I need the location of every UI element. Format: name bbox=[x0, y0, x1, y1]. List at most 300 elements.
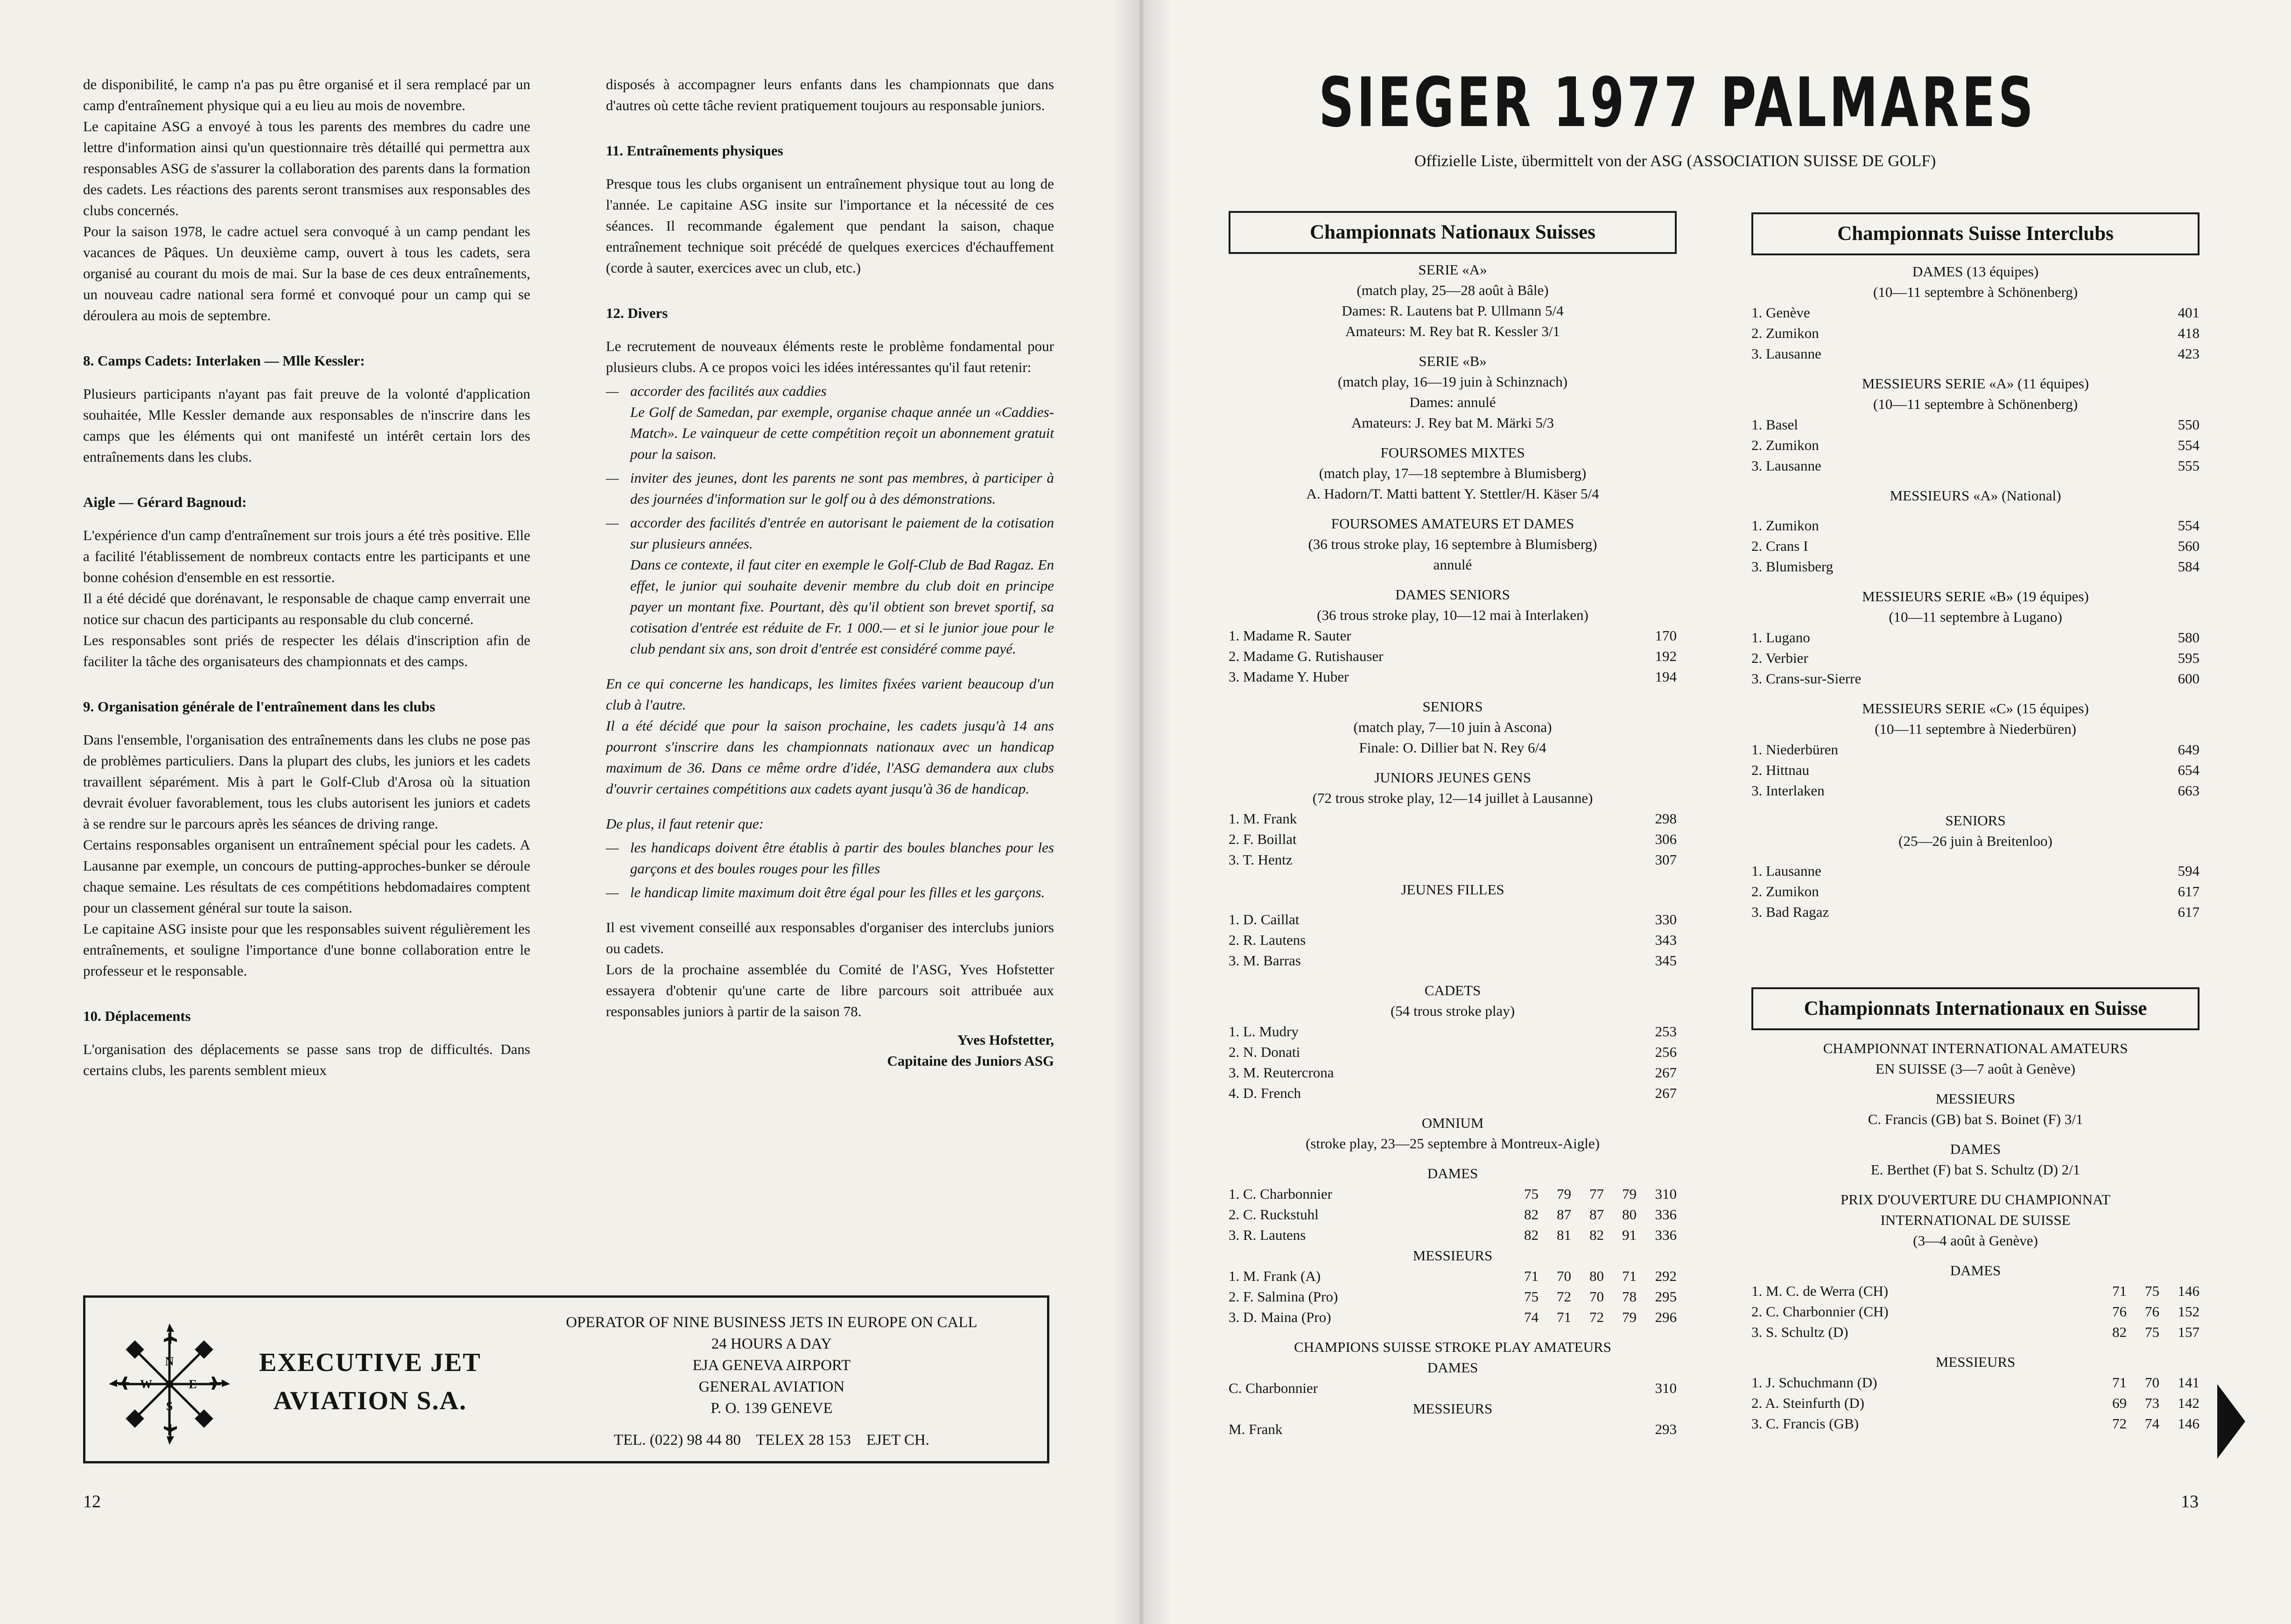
result-heading: MESSIEURS «A» (National) bbox=[1890, 487, 2061, 504]
section-title: Championnats Nationaux Suisses bbox=[1310, 221, 1595, 243]
result-row bbox=[1229, 808, 1677, 829]
result-row bbox=[1229, 1021, 1677, 1042]
result-row bbox=[1751, 760, 2200, 780]
competitor-name: 3. Lausanne bbox=[1751, 345, 1821, 362]
round-score: 72 bbox=[1589, 1309, 1604, 1325]
competitor-name: 1. Basel bbox=[1751, 416, 1798, 433]
bullet-text: les handicaps doivent être établis à partir des boules blanches pour les garçons et des boules rouges pour les filles bbox=[630, 839, 1054, 877]
competitor-name: 2. Hittnau bbox=[1751, 762, 1809, 778]
bullet-dash: — bbox=[606, 884, 619, 900]
round-score: 79 bbox=[1622, 1309, 1637, 1325]
result-heading: SERIE «A» bbox=[1418, 261, 1487, 278]
competitor-name: 2. C. Charbonnier (CH) bbox=[1751, 1303, 1889, 1320]
spacer bbox=[1751, 851, 2200, 861]
section-heading: 12. Divers bbox=[606, 305, 668, 321]
section-box-interclubs bbox=[1751, 212, 2200, 255]
left-column bbox=[83, 74, 530, 1081]
competitor-name: 1. J. Schuchmann (D) bbox=[1751, 1374, 1877, 1391]
bullet-dash: — bbox=[606, 514, 619, 531]
result-row bbox=[1229, 1307, 1677, 1328]
total-score: 146 bbox=[2178, 1283, 2200, 1299]
signature: Capitaine des Juniors ASG bbox=[887, 1053, 1054, 1069]
result-heading: MESSIEURS SERIE «A» (11 équipes) bbox=[1862, 375, 2089, 392]
bullet-text: inviter des jeunes, dont les parents ne sont pas membres, à participer à des journées d'information sur le golf ou à des démonstrations. bbox=[630, 470, 1054, 507]
section-title: Championnats Suisse Interclubs bbox=[1837, 223, 2114, 245]
competitor-name: 2. A. Steinfurth (D) bbox=[1751, 1395, 1864, 1411]
section-box-nationaux bbox=[1229, 211, 1677, 254]
bullet-dash: — bbox=[606, 839, 619, 856]
competitor-name: 3. R. Lautens bbox=[1229, 1227, 1306, 1243]
result-heading: JUNIORS JEUNES GENS bbox=[1374, 769, 1531, 786]
competitor-name: 2. Zumikon bbox=[1751, 325, 1819, 341]
result-row bbox=[1751, 739, 2200, 760]
spacer bbox=[1229, 1328, 1677, 1337]
spacer bbox=[1751, 1079, 2200, 1089]
result-row bbox=[1751, 1393, 2200, 1413]
paragraph: L'expérience d'un camp d'entraînement sur trois jours a été très positive. Elle a facilité l'établissement de nombreux contacts entre les participants et une bonne cohésion d'ensemble en est ressortie. bbox=[83, 527, 530, 585]
round-score: 87 bbox=[1589, 1206, 1604, 1223]
paragraph: Presque tous les clubs organisent un entraînement physique tout au long de l'année. Le capitaine ASG insite sur l'importance et la nécessité de ces séances. Il recommande également que pendant la saison, chaque entraînement technique soit précédé de quelques exercices d'échauffement (corde à sauter, exercices avec un club, etc.) bbox=[606, 176, 1054, 276]
round-score: 71 bbox=[2112, 1374, 2127, 1391]
right-page bbox=[1139, 0, 2291, 1624]
round-score: 79 bbox=[1557, 1186, 1571, 1202]
result-heading: DAMES bbox=[1427, 1359, 1478, 1376]
right-column bbox=[606, 74, 1054, 1071]
round-score: 74 bbox=[2145, 1415, 2159, 1432]
paragraph: de disponibilité, le camp n'a pas pu être organisé et il sera remplacé par un camp d'entraînement physique qui a eu lieu au mois de novembre. bbox=[83, 76, 530, 113]
spacer bbox=[1229, 1154, 1677, 1163]
round-score: 76 bbox=[2112, 1303, 2127, 1320]
result-row bbox=[1229, 950, 1677, 971]
round-score: 75 bbox=[1524, 1186, 1539, 1202]
competitor-name: 3. Blumisberg bbox=[1751, 558, 1834, 575]
paragraph: Le recrutement de nouveaux éléments reste le problème fondamental pour plusieurs clubs. A ce propos voici les idées intéressantes qu'il faut retenir: bbox=[606, 338, 1054, 375]
total-score: 560 bbox=[2178, 538, 2200, 554]
italic-paragraph: En ce qui concerne les handicaps, les limites fixées varient beaucoup d'un club à l'autre. bbox=[606, 675, 1054, 713]
result-heading: DAMES bbox=[1950, 1262, 2001, 1279]
page-subtitle: Offizielle Liste, übermittelt von der ASG (ASSOCIATION SUISSE DE GOLF) bbox=[1414, 152, 1936, 170]
result-row bbox=[1229, 1287, 1677, 1307]
next-page-arrow-icon bbox=[2217, 1384, 2245, 1459]
bullet-dash: — bbox=[606, 470, 619, 486]
round-score: 80 bbox=[1622, 1206, 1637, 1223]
paragraph: Il a été décidé que dorénavant, le responsable de chaque camp enverrait une notice sur chacun des participants au responsable du club concerné. bbox=[83, 590, 530, 627]
competitor-name: 2. F. Salmina (Pro) bbox=[1229, 1288, 1338, 1305]
result-heading: (36 trous stroke play, 16 septembre à Blumisberg) bbox=[1308, 536, 1597, 552]
section-title: Championnats Internationaux en Suisse bbox=[1804, 998, 2147, 1019]
spacer bbox=[1751, 1130, 2200, 1139]
ad-company-line1: EXECUTIVE JET bbox=[259, 1348, 481, 1377]
round-score: 82 bbox=[1589, 1227, 1604, 1243]
round-score: 81 bbox=[1557, 1227, 1571, 1243]
result-row bbox=[1751, 861, 2200, 881]
total-score: 142 bbox=[2178, 1395, 2200, 1411]
ad-telephone: TEL. (022) 98 44 80 TELEX 28 153 EJET CH. bbox=[613, 1432, 930, 1448]
competitor-name: 2. N. Donati bbox=[1229, 1044, 1300, 1060]
result-row bbox=[1229, 1062, 1677, 1083]
total-score: 554 bbox=[2178, 437, 2200, 453]
result-heading: EN SUISSE (3—7 août à Genève) bbox=[1876, 1061, 2075, 1077]
spacer bbox=[1751, 476, 2200, 485]
competitor-name: 2. C. Ruckstuhl bbox=[1229, 1206, 1319, 1223]
round-score: 79 bbox=[1622, 1186, 1637, 1202]
result-row bbox=[1751, 627, 2200, 648]
round-score: 70 bbox=[2145, 1374, 2159, 1391]
result-row bbox=[1751, 515, 2200, 536]
round-score: 75 bbox=[2145, 1283, 2159, 1299]
logo-letter-n: N bbox=[165, 1355, 174, 1368]
competitor-name: 1. Lugano bbox=[1751, 629, 1810, 646]
result-row bbox=[1751, 1281, 2200, 1301]
result-row bbox=[1229, 1184, 1677, 1204]
result-row bbox=[1229, 1266, 1677, 1287]
result-heading: MESSIEURS SERIE «C» (15 équipes) bbox=[1862, 700, 2089, 717]
section-box-internationaux bbox=[1751, 987, 2200, 1030]
compass-jets-logo bbox=[99, 1319, 239, 1449]
competitor-name: 3. T. Hentz bbox=[1229, 851, 1293, 868]
result-heading: FOURSOMES AMATEURS ET DAMES bbox=[1331, 515, 1574, 532]
total-score: 298 bbox=[1655, 810, 1677, 827]
spacer bbox=[1229, 900, 1677, 909]
competitor-name: C. Charbonnier bbox=[1229, 1380, 1318, 1396]
logo-letter-w: W bbox=[140, 1378, 152, 1391]
total-score: 336 bbox=[1655, 1227, 1677, 1243]
bullet-dash: — bbox=[606, 383, 619, 399]
round-score: 70 bbox=[1557, 1268, 1571, 1284]
result-heading: (3—4 août à Genève) bbox=[1913, 1232, 2038, 1249]
result-row bbox=[1751, 302, 2200, 323]
spacer bbox=[1229, 758, 1677, 767]
round-score: 75 bbox=[2145, 1324, 2159, 1340]
result-row bbox=[1751, 536, 2200, 556]
result-row bbox=[1751, 415, 2200, 435]
result-row bbox=[1229, 829, 1677, 850]
paragraph: Les responsables sont priés de respecter les délais d'inscription afin de faciliter la tâche des organisateurs des championnats et des camps. bbox=[83, 632, 530, 669]
total-score: 554 bbox=[2178, 517, 2200, 534]
paragraph: disposés à accompagner leurs enfants dans les championnats que dans d'autres où cette tâche revient pratiquement toujours au responsable juniors. bbox=[606, 76, 1054, 113]
result-row bbox=[1751, 648, 2200, 668]
result-heading: Amateurs: M. Rey bat R. Kessler 3/1 bbox=[1345, 323, 1560, 339]
ad-contact-info bbox=[506, 1312, 1038, 1451]
result-row bbox=[1229, 626, 1677, 646]
result-heading: (match play, 17—18 septembre à Blumisberg) bbox=[1319, 465, 1587, 481]
paragraph: Pour la saison 1978, le cadre actuel sera convoqué à un camp pendant les vacances de Pâques. Un deuxième camp, ouvert à tous les cadets, sera organisé au courant du mois de mai. Sur la base de ces deux entraînements, un nouveau cadre national sera formé et convoqué pour un camp qui se déroulera au mois de septembre. bbox=[83, 223, 530, 323]
result-row bbox=[1751, 881, 2200, 902]
result-heading: CADETS bbox=[1424, 982, 1481, 998]
italic-example: Dans ce contexte, il faut citer en exemple le Golf-Club de Bad Ragaz. En effet, le junior qui souhaite devenir membre du club doit en principe payer un montant fixe. Pourtant, dès qu'il obtient son brevet sportif, sa cotisation d'entrée est réduite de Fr. 1 000.— et si le junior joue pour le club pendant six ans, son droit d'entrée est considéré comme payé. bbox=[630, 556, 1054, 657]
section-heading: 8. Camps Cadets: Interlaken — Mlle Kessler: bbox=[83, 352, 365, 369]
result-row bbox=[1751, 1372, 2200, 1393]
competitor-name: 4. D. French bbox=[1229, 1085, 1301, 1101]
round-score: 71 bbox=[1557, 1309, 1571, 1325]
spacer bbox=[1229, 504, 1677, 513]
round-score: 87 bbox=[1557, 1206, 1571, 1223]
left-page bbox=[0, 0, 1139, 1624]
result-heading: SENIORS bbox=[1422, 698, 1483, 715]
bullet-item bbox=[606, 837, 1054, 879]
total-score: 253 bbox=[1655, 1023, 1677, 1040]
spacer bbox=[1229, 433, 1677, 443]
competitor-name: 1. Niederbüren bbox=[1751, 741, 1838, 758]
result-row bbox=[1751, 323, 2200, 344]
total-score: 345 bbox=[1655, 952, 1677, 969]
competitor-name: 3. Crans-sur-Sierre bbox=[1751, 670, 1862, 687]
total-score: 307 bbox=[1655, 851, 1677, 868]
page-title: SIEGER 1977 PALMARES bbox=[1319, 63, 2036, 142]
result-heading: OMNIUM bbox=[1421, 1115, 1484, 1131]
result-heading: MESSIEURS bbox=[1413, 1400, 1493, 1417]
result-heading: MESSIEURS bbox=[1935, 1354, 2016, 1370]
spacer bbox=[1751, 1251, 2200, 1260]
competitor-name: 3. Interlaken bbox=[1751, 782, 1825, 799]
ad-info-line: EJA GENEVA AIRPORT bbox=[692, 1357, 851, 1374]
round-score: 71 bbox=[1622, 1268, 1637, 1284]
total-score: 555 bbox=[2178, 457, 2200, 474]
total-score: 584 bbox=[2178, 558, 2200, 575]
total-score: 141 bbox=[2178, 1374, 2200, 1391]
result-heading: DAMES (13 équipes) bbox=[1912, 263, 2039, 280]
result-heading: MESSIEURS bbox=[1935, 1090, 2016, 1107]
spacer bbox=[1751, 1343, 2200, 1352]
total-score: 580 bbox=[2178, 629, 2200, 646]
section-heading: 10. Déplacements bbox=[83, 1008, 191, 1024]
spacer bbox=[1229, 687, 1677, 696]
total-score: 267 bbox=[1655, 1064, 1677, 1081]
result-heading: (match play, 16—19 juin à Schinznach) bbox=[1337, 373, 1568, 390]
paragraph: Le capitaine ASG a envoyé à tous les parents des membres du cadre une lettre d'information ainsi qu'un questionnaire très détaillé qui permettra aux responsables ASG de s'assurer la collaboration des parents dans la formation des cadets. Les réactions des parents seront transmises aux responsables des clubs concernés. bbox=[83, 118, 530, 218]
competitor-name: 3. M. Barras bbox=[1229, 952, 1301, 969]
result-heading: (match play, 25—28 août à Bâle) bbox=[1356, 282, 1549, 298]
result-row bbox=[1751, 902, 2200, 922]
interclubs-results bbox=[1751, 261, 2200, 922]
total-score: 336 bbox=[1655, 1206, 1677, 1223]
result-row bbox=[1229, 667, 1677, 687]
competitor-name: 3. Lausanne bbox=[1751, 457, 1821, 474]
total-score: 330 bbox=[1655, 911, 1677, 928]
logo-letter-e: E bbox=[189, 1378, 197, 1391]
competitor-name: 3. Bad Ragaz bbox=[1751, 904, 1829, 920]
round-score: 72 bbox=[2112, 1415, 2127, 1432]
total-score: 146 bbox=[2178, 1415, 2200, 1432]
total-score: 306 bbox=[1655, 831, 1677, 847]
internationaux-results bbox=[1751, 1038, 2200, 1434]
total-score: 401 bbox=[2178, 304, 2200, 321]
ad-info-line: 24 HOURS A DAY bbox=[711, 1336, 832, 1352]
total-score: 292 bbox=[1655, 1268, 1677, 1284]
result-heading: (10—11 septembre à Schönenberg) bbox=[1873, 396, 2078, 412]
paragraph: Certains responsables organisent un entraînement spécial pour les cadets. A Lausanne par exemple, un concours de putting-approches-bunker se déroule chaque semaine. Les résultats de ces compétitions hebdomadaires comptent pour un classement général sur toute la saison. bbox=[83, 837, 530, 916]
competitor-name: 1. Zumikon bbox=[1751, 517, 1819, 534]
result-heading: PRIX D'OUVERTURE DU CHAMPIONNAT bbox=[1840, 1191, 2111, 1208]
round-score: 82 bbox=[1524, 1227, 1539, 1243]
total-score: 192 bbox=[1655, 648, 1677, 664]
competitor-name: 1. M. Frank bbox=[1229, 810, 1297, 827]
result-heading: (match play, 7—10 juin à Ascona) bbox=[1353, 719, 1552, 735]
section-heading: 9. Organisation générale de l'entraînement dans les clubs bbox=[83, 698, 436, 715]
page-number-left: 12 bbox=[83, 1492, 101, 1512]
result-heading: (36 trous stroke play, 10—12 mai à Interlaken) bbox=[1317, 607, 1588, 623]
result-heading: annulé bbox=[1433, 556, 1472, 573]
paragraph: Dans l'ensemble, l'organisation des entraînements dans les clubs ne pose pas de problèmes particuliers. Dans la plupart des clubs, les juniors et les cadets travaillent séparément. Mis à part le Golf-Club d'Arosa où la situation devrait évoluer favorablement, tous les clubs autorisent les juniors et cadets à se rendre sur le parcours après les séances de driving range. bbox=[83, 731, 530, 832]
result-heading: MESSIEURS SERIE «B» (19 équipes) bbox=[1862, 588, 2089, 605]
competitor-name: 1. M. C. de Werra (CH) bbox=[1751, 1283, 1889, 1299]
result-row bbox=[1229, 1204, 1677, 1225]
result-heading: MESSIEURS bbox=[1413, 1247, 1493, 1264]
result-heading: Dames: R. Lautens bat P. Ullmann 5/4 bbox=[1342, 302, 1564, 319]
bullet-item bbox=[606, 512, 1054, 554]
round-score: 69 bbox=[2112, 1395, 2127, 1411]
total-score: 423 bbox=[2178, 345, 2200, 362]
result-heading: Dames: annulé bbox=[1409, 394, 1496, 410]
total-score: 654 bbox=[2178, 762, 2200, 778]
result-heading: (10—11 septembre à Schönenberg) bbox=[1873, 284, 2078, 300]
result-heading: (54 trous stroke play) bbox=[1390, 1003, 1515, 1019]
result-row bbox=[1751, 456, 2200, 476]
round-score: 82 bbox=[1524, 1206, 1539, 1223]
result-row bbox=[1751, 435, 2200, 456]
total-score: 170 bbox=[1655, 627, 1677, 644]
total-score: 310 bbox=[1655, 1186, 1677, 1202]
result-heading: SENIORS bbox=[1945, 812, 2006, 829]
result-heading: CHAMPIONNAT INTERNATIONAL AMATEURS bbox=[1823, 1040, 2128, 1056]
result-row bbox=[1229, 646, 1677, 667]
bullet-text: le handicap limite maximum doit être égal pour les filles et les garçons. bbox=[630, 884, 1045, 900]
paragraph: Il est vivement conseillé aux responsables d'organiser des interclubs juniors ou cadets. bbox=[606, 919, 1054, 956]
competitor-name: 2. F. Boillat bbox=[1229, 831, 1297, 847]
ad-company-name bbox=[259, 1343, 481, 1420]
nationaux-results bbox=[1229, 260, 1677, 1440]
total-score: 152 bbox=[2178, 1303, 2200, 1320]
result-heading: A. Hadorn/T. Matti battent Y. Stettler/H. Käser 5/4 bbox=[1306, 485, 1599, 502]
section-heading: 11. Entraînements physiques bbox=[606, 142, 783, 159]
round-score: 71 bbox=[2112, 1283, 2127, 1299]
result-heading: DAMES bbox=[1427, 1165, 1478, 1181]
competitor-name: M. Frank bbox=[1229, 1421, 1283, 1437]
total-score: 296 bbox=[1655, 1309, 1677, 1325]
round-score: 80 bbox=[1589, 1268, 1604, 1284]
total-score: 595 bbox=[2178, 650, 2200, 666]
competitor-name: 1. Genève bbox=[1751, 304, 1810, 321]
spacer bbox=[1229, 342, 1677, 351]
spacer bbox=[1229, 1104, 1677, 1113]
result-heading: E. Berthet (F) bat S. Schultz (D) 2/1 bbox=[1870, 1161, 2080, 1178]
competitor-name: 1. D. Caillat bbox=[1229, 911, 1300, 928]
result-row bbox=[1751, 1413, 2200, 1434]
bullet-text: accorder des facilités d'entrée en autorisant le paiement de la cotisation sur plusieurs années. bbox=[630, 514, 1054, 552]
bullet-item bbox=[606, 882, 1054, 903]
total-score: 343 bbox=[1655, 932, 1677, 948]
round-score: 70 bbox=[1589, 1288, 1604, 1305]
competitor-name: 1. L. Mudry bbox=[1229, 1023, 1299, 1040]
competitor-name: 2. Crans I bbox=[1751, 538, 1808, 554]
total-score: 194 bbox=[1655, 668, 1677, 685]
competitor-name: 1. M. Frank (A) bbox=[1229, 1268, 1321, 1284]
total-score: 617 bbox=[2178, 904, 2200, 920]
total-score: 550 bbox=[2178, 416, 2200, 433]
bullet-item bbox=[606, 467, 1054, 509]
total-score: 649 bbox=[2178, 741, 2200, 758]
round-score: 77 bbox=[1589, 1186, 1604, 1202]
ad-info-line: OPERATOR OF NINE BUSINESS JETS IN EUROPE ON CALL bbox=[566, 1314, 977, 1331]
result-heading: (10—11 septembre à Lugano) bbox=[1889, 609, 2062, 625]
result-row bbox=[1229, 850, 1677, 870]
total-score: 418 bbox=[2178, 325, 2200, 341]
italic-paragraph: Il a été décidé que pour la saison prochaine, les cadets jusqu'à 14 ans pourront s'inscrire dans les championnats nationaux avec un handicap maximum de 36. Dans ce même ordre d'idée, l'ASG demandera aux clubs d'ouvrir certaines compétitions aux cadets ayant jusqu'à 36 de handicap. bbox=[606, 717, 1054, 797]
result-heading: (10—11 septembre à Niederbüren) bbox=[1875, 721, 2076, 737]
result-row bbox=[1229, 1419, 1677, 1440]
total-score: 293 bbox=[1655, 1421, 1677, 1437]
competitor-name: 3. Madame Y. Huber bbox=[1229, 668, 1349, 685]
page-number-right: 13 bbox=[2181, 1492, 2199, 1512]
competitor-name: 2. Zumikon bbox=[1751, 437, 1819, 453]
spacer bbox=[1751, 801, 2200, 810]
paragraph: Le capitaine ASG insiste pour que les responsables suivent régulièrement les entraînements, et souligne l'importance d'une bonne collaboration entre le professeur et le responsable. bbox=[83, 921, 530, 979]
paragraph: Lors de la prochaine assemblée du Comité de l'ASG, Yves Hofstetter essayera d'obtenir qu'une carte de libre parcours soit attribuée aux responsables juniors à partir de la saison 78. bbox=[606, 961, 1054, 1019]
section-heading: Aigle — Gérard Bagnoud: bbox=[83, 494, 247, 510]
spacer bbox=[1751, 577, 2200, 586]
competitor-name: 3. C. Francis (GB) bbox=[1751, 1415, 1859, 1432]
paragraph: L'organisation des déplacements se passe sans trop de difficultés. Dans certains clubs, les parents semblent mieux bbox=[83, 1041, 530, 1078]
competitor-name: 3. S. Schultz (D) bbox=[1751, 1324, 1848, 1340]
spacer bbox=[1229, 971, 1677, 980]
competitor-name: 2. Zumikon bbox=[1751, 883, 1819, 900]
spacer bbox=[1751, 1180, 2200, 1189]
result-heading: DAMES bbox=[1950, 1141, 2001, 1157]
bullet-text: accorder des facilités aux caddies bbox=[630, 383, 827, 399]
result-row bbox=[1751, 556, 2200, 577]
result-heading: Amateurs: J. Rey bat M. Märki 5/3 bbox=[1351, 415, 1554, 431]
round-score: 78 bbox=[1622, 1288, 1637, 1305]
spacer bbox=[1229, 870, 1677, 879]
spacer bbox=[1751, 364, 2200, 373]
round-score: 73 bbox=[2145, 1395, 2159, 1411]
result-heading: CHAMPIONS SUISSE STROKE PLAY AMATEURS bbox=[1294, 1339, 1611, 1355]
competitor-name: 3. D. Maina (Pro) bbox=[1229, 1309, 1331, 1325]
total-score: 663 bbox=[2178, 782, 2200, 799]
spacer bbox=[1751, 689, 2200, 698]
result-row bbox=[1229, 1225, 1677, 1245]
signature: Yves Hofstetter, bbox=[957, 1032, 1054, 1048]
result-row bbox=[1229, 1378, 1677, 1399]
result-heading: SERIE «B» bbox=[1419, 353, 1487, 369]
competitor-name: 1. Lausanne bbox=[1751, 863, 1821, 879]
result-row bbox=[1751, 668, 2200, 689]
result-heading: Finale: O. Dillier bat N. Rey 6/4 bbox=[1359, 739, 1546, 756]
advertisement bbox=[83, 1295, 1049, 1463]
result-row bbox=[1751, 1301, 2200, 1322]
total-score: 600 bbox=[2178, 670, 2200, 687]
result-heading: (72 trous stroke play, 12—14 juillet à Lausanne) bbox=[1312, 790, 1593, 806]
result-heading: DAMES SENIORS bbox=[1395, 586, 1510, 603]
result-row bbox=[1751, 780, 2200, 801]
result-heading: INTERNATIONAL DE SUISSE bbox=[1880, 1212, 2071, 1228]
ad-info-line: P. O. 139 GENEVE bbox=[710, 1400, 833, 1417]
total-score: 157 bbox=[2178, 1324, 2200, 1340]
result-row bbox=[1229, 1083, 1677, 1104]
ad-company-line2: AVIATION S.A. bbox=[273, 1386, 467, 1415]
bullet-item bbox=[606, 380, 1054, 401]
result-row bbox=[1751, 1322, 2200, 1343]
total-score: 267 bbox=[1655, 1085, 1677, 1101]
competitor-name: 1. C. Charbonnier bbox=[1229, 1186, 1333, 1202]
result-heading: (stroke play, 23—25 septembre à Montreux-Aigle) bbox=[1306, 1135, 1600, 1152]
competitor-name: 2. R. Lautens bbox=[1229, 932, 1306, 948]
spacer bbox=[1751, 506, 2200, 515]
total-score: 617 bbox=[2178, 883, 2200, 900]
ad-info-line: GENERAL AVIATION bbox=[698, 1378, 845, 1395]
round-score: 91 bbox=[1622, 1227, 1637, 1243]
total-score: 594 bbox=[2178, 863, 2200, 879]
